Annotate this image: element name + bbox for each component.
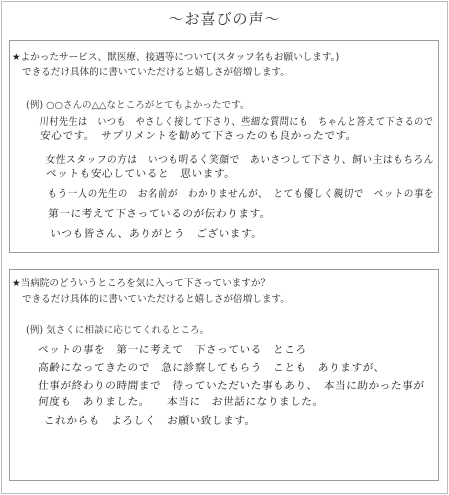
services-example: (例) ○○さんの△△なところがとてもよかったです。 [26, 100, 250, 111]
handwritten-line: 第一に考えて下さっているのが伝わります。 [47, 208, 272, 220]
favorites-prompt: ★当病院のどういうところを気に入って下さっていますか？ [12, 278, 271, 289]
favorites-prompt-note: できるだけ具体的に書いていただけると嬉しさが倍増します。 [22, 294, 290, 305]
page-title: 〜お喜びの声〜 [168, 10, 281, 28]
handwritten-line: 女性スタッフの方は いつも明るく笑顔で あいさつして下さり、飼い主はもちろん [45, 154, 435, 166]
handwritten-line: いつも皆さん、ありがとう ございます。 [49, 228, 263, 240]
handwritten-line: ペットの事を 第一に考えて 下さっている ところ [37, 344, 308, 356]
handwritten-line: もう一人の先生の お名前が わかりませんが、 とても優しく親切で ペットの事を [47, 188, 435, 200]
handwritten-line: 仕事が終わりの時間まで 待っていただいた事もあり、 本当に助かった事が [37, 380, 425, 392]
feedback-panel-favorites [9, 269, 439, 481]
feedback-panel-services [9, 40, 439, 253]
services-prompt: ★よかったサービス、獣医療、接遇等について(スタッフ名もお願いします。) [12, 52, 340, 63]
handwritten-line: 川村先生は いつも やさしく接して下さり、些細な質問にも ちゃんと答えて下さるので [39, 116, 434, 128]
handwritten-line: 安心です。 サプリメントを勧めて下さったのも良かったです。 [39, 130, 358, 142]
handwritten-line: 高齢になってきたので 急に診察してもらう ことも ありますが、 [37, 362, 386, 374]
services-prompt-note: できるだけ具体的に書いていただけると嬉しさが倍増します。 [22, 67, 290, 78]
handwritten-line: ペットも安心していると 思います。 [45, 168, 236, 180]
favorites-example: (例) 気さくに相談に応じてくれるところ。 [26, 325, 210, 336]
handwritten-line: 何度も ありました。 本当に お世話になりました。 [37, 396, 325, 408]
handwritten-line: これからも よろしく お願い致します。 [43, 415, 257, 427]
